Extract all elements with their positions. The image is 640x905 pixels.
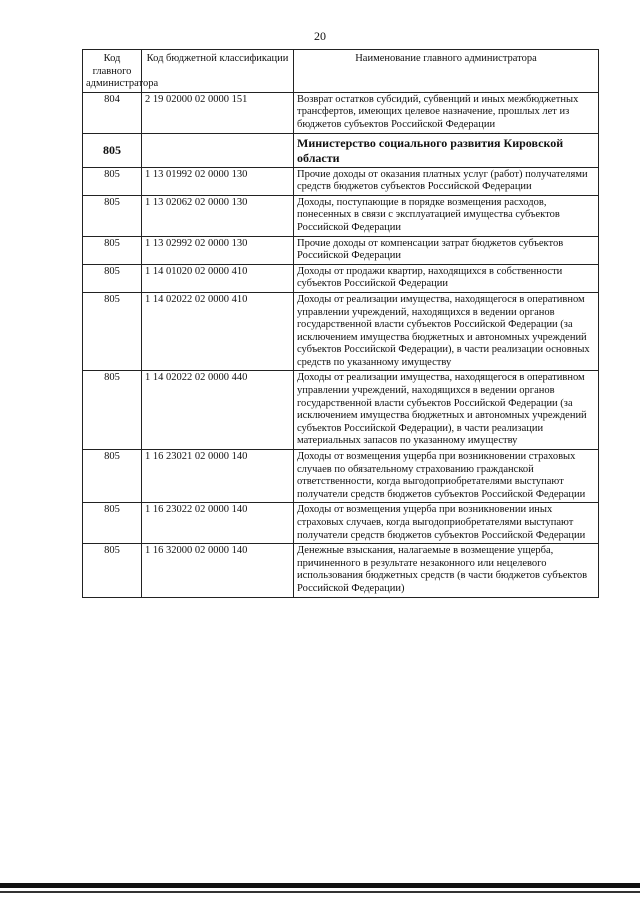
budget-code-cell: 1 14 02022 02 0000 410 [142, 292, 294, 371]
admin-name-cell: Возврат остатков субсидий, субвенций и иных межбюджетных трансфертов, имеющих целевое назначение, прошлых лет из бюджетов субъектов Российской Федерации [294, 92, 599, 133]
revenue-administrators-table [82, 49, 599, 598]
admin-code-cell: 804 [83, 92, 142, 133]
budget-code-cell: 1 16 23021 02 0000 140 [142, 450, 294, 503]
table-row [83, 292, 599, 371]
admin-name-cell: Доходы от возмещения ущерба при возникновении иных страховых случаев, когда выгодоприобретателями выступают получатели средств бюджетов субъектов Российской Федерации [294, 503, 599, 544]
budget-code-cell: 1 13 02062 02 0000 130 [142, 195, 294, 236]
admin-code-cell: 805 [83, 544, 142, 597]
ministry-name-cell: Министерство социального развития Кировской области [294, 133, 599, 167]
admin-code-cell: 805 [83, 450, 142, 503]
admin-name-cell: Доходы от реализации имущества, находящегося в оперативном управлении учреждений, находящихся в ведении органов государственной власти субъектов Российской Федерации (за исключением имущества бюджетных и автономных учреждений субъектов Российской Федерации), в части реализации материальных запасов по указанному имуществу [294, 371, 599, 450]
admin-name-cell: Прочие доходы от компенсации затрат бюджетов субъектов Российской Федерации [294, 236, 599, 264]
header-admin-code: Код главного администратора [83, 50, 142, 93]
table-row [83, 503, 599, 544]
admin-code-cell: 805 [83, 371, 142, 450]
table-row [83, 544, 599, 597]
admin-name-cell: Денежные взыскания, налагаемые в возмещение ущерба, причиненного в результате незаконного или нецелевого использования бюджетных средств (в части бюджетов субъектов Российской Федерации) [294, 544, 599, 597]
admin-code-cell: 805 [83, 236, 142, 264]
admin-code-cell: 805 [83, 133, 142, 167]
budget-code-cell [142, 133, 294, 167]
admin-name-cell: Доходы от продажи квартир, находящихся в собственности субъектов Российской Федерации [294, 264, 599, 292]
table-row [83, 92, 599, 133]
header-budget-code: Код бюджетной классификации [142, 50, 294, 93]
table-row [83, 264, 599, 292]
header-admin-name: Наименование главного администратора [294, 50, 599, 93]
page-number: 20 [314, 29, 326, 43]
admin-code-cell: 805 [83, 503, 142, 544]
admin-code-cell: 805 [83, 264, 142, 292]
section-row [83, 133, 599, 167]
admin-code-cell: 805 [83, 292, 142, 371]
admin-code-cell: 805 [83, 167, 142, 195]
table-header-row [83, 50, 599, 93]
budget-code-cell: 1 16 23022 02 0000 140 [142, 503, 294, 544]
table-row [83, 167, 599, 195]
admin-name-cell: Доходы от возмещения ущерба при возникновении страховых случаев по обязательному страхованию гражданской ответственности, когда выгодоприобретателями выступают получатели средств бюджетов субъектов Российской Федерации [294, 450, 599, 503]
table-row [83, 195, 599, 236]
admin-name-cell: Прочие доходы от оказания платных услуг (работ) получателями средств бюджетов субъектов Российской Федерации [294, 167, 599, 195]
table-row [83, 236, 599, 264]
bottom-rule-thick [0, 883, 640, 888]
bottom-rule-thin [0, 891, 640, 893]
budget-code-cell: 1 13 02992 02 0000 130 [142, 236, 294, 264]
table-row [83, 450, 599, 503]
budget-code-cell: 1 14 02022 02 0000 440 [142, 371, 294, 450]
admin-code-cell: 805 [83, 195, 142, 236]
admin-name-cell: Доходы от реализации имущества, находящегося в оперативном управлении учреждений, находящихся в ведении органов государственной власти субъектов Российской Федерации (за исключением имущества бюджетных и автономных учреждений субъектов Российской Федерации), в части реализации основных средств по указанному имуществу [294, 292, 599, 371]
budget-code-cell: 1 13 01992 02 0000 130 [142, 167, 294, 195]
budget-code-cell: 1 14 01020 02 0000 410 [142, 264, 294, 292]
budget-code-cell: 1 16 32000 02 0000 140 [142, 544, 294, 597]
budget-code-cell: 2 19 02000 02 0000 151 [142, 92, 294, 133]
table-row [83, 371, 599, 450]
admin-name-cell: Доходы, поступающие в порядке возмещения расходов, понесенных в связи с эксплуатацией имущества субъектов Российской Федерации [294, 195, 599, 236]
